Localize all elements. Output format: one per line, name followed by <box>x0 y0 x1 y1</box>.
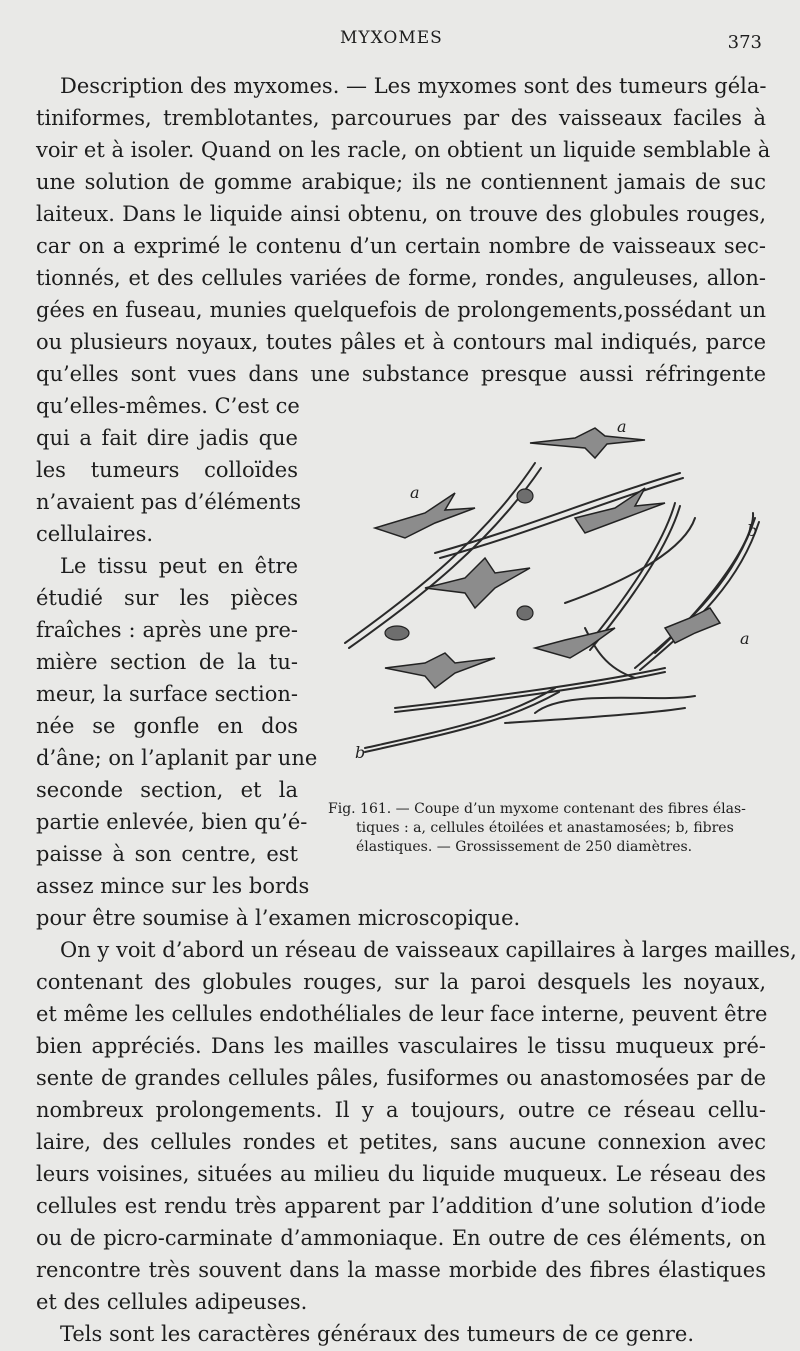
text-line: mière section de la tu- <box>36 650 298 674</box>
fig-label-b: b <box>355 743 366 762</box>
text-line: sente de grandes cellules pâles, fusiformes ou anastomosées par de <box>36 1066 766 1090</box>
text-line: gées en fuseau, munies quelquefois de prolongements,possédant un <box>36 298 766 322</box>
text-line: cellules est rendu très apparent par l’addition d’une solution d’iode <box>36 1194 766 1218</box>
text-line: assez mince sur les bords <box>36 874 310 898</box>
running-head <box>0 28 800 58</box>
text-line: ou de picro-carminate d’ammoniaque. En outre de ces éléments, on <box>36 1226 766 1250</box>
text-line: rencontre très souvent dans la masse morbide des fibres élastiques <box>36 1258 766 1282</box>
text-line: Description des myxomes. — Les myxomes sont des tumeurs géla- <box>60 74 767 98</box>
text-line: laiteux. Dans le liquide ainsi obtenu, on trouve des globules rouges, <box>36 202 766 226</box>
figure-caption-line: Fig. 161. — Coupe d’un myxome contenant des fibres élas- <box>328 801 746 817</box>
text-line: partie enlevée, bien qu’é- <box>36 810 308 834</box>
text-line: qu’elles sont vues dans une substance presque aussi réfringente <box>36 362 766 386</box>
text-line: meur, la surface section- <box>36 682 298 706</box>
text-line: n’avaient pas d’éléments <box>36 490 302 514</box>
text-line: car on a exprimé le contenu d’un certain nombre de vaisseaux sec- <box>36 234 766 258</box>
text-line: qu’elles-mêmes. C’est ce <box>36 394 300 418</box>
text-line: fraîches : après une pre- <box>36 618 298 642</box>
text-line: une solution de gomme arabique; ils ne contiennent jamais de suc <box>36 170 766 194</box>
text-line: Le tissu peut en être <box>60 554 298 578</box>
text-line: On y voit d’abord un réseau de vaisseaux capillaires à larges mailles, <box>60 938 797 962</box>
text-line: tiniformes, tremblotantes, parcourues par des vaisseaux faciles à <box>36 106 766 130</box>
text-line: d’âne; on l’aplanit par une <box>36 746 318 770</box>
text-line: voir et à isoler. Quand on les racle, on obtient un liquide semblable à <box>36 138 771 162</box>
text-line: cellulaires. <box>36 522 154 546</box>
figure-caption-line: tiques : a, cellules étoilées et anastamosées; b, fibres <box>356 820 734 836</box>
running-title: MYXOMES <box>340 28 443 48</box>
fig-label-a: a <box>410 483 420 502</box>
text-line: ou plusieurs noyaux, toutes pâles et à contours mal indiqués, parce <box>36 330 766 354</box>
text-line: étudié sur les pièces <box>36 586 298 610</box>
fig-label-a: a <box>740 629 750 648</box>
text-line: qui a fait dire jadis que <box>36 426 298 450</box>
text-line: nombreux prolongements. Il y a toujours, outre ce réseau cellu- <box>36 1098 766 1122</box>
text-line: tionnés, et des cellules variées de forme, rondes, anguleuses, allon- <box>36 266 766 290</box>
text-line: née se gonfle en dos <box>36 714 298 738</box>
text-line: laire, des cellules rondes et petites, sans aucune connexion avec <box>36 1130 766 1154</box>
text-line: Tels sont les caractères généraux des tumeurs de ce genre. <box>60 1322 695 1346</box>
text-line: seconde section, et la <box>36 778 298 802</box>
fig-label-a: a <box>617 418 627 436</box>
text-line: contenant des globules rouges, sur la paroi desquels les noyaux, <box>36 970 766 994</box>
text-line: paisse à son centre, est <box>36 842 298 866</box>
fig-label-b: b <box>747 521 758 540</box>
text-line: pour être soumise à l’examen microscopique. <box>36 906 521 930</box>
text-line: leurs voisines, situées au milieu du liquide muqueux. Le réseau des <box>36 1162 766 1186</box>
text-line: les tumeurs colloïdes <box>36 458 298 482</box>
text-line: bien appréciés. Dans les mailles vasculaires le tissu muqueux pré- <box>36 1034 766 1058</box>
myxoma-illustration <box>335 418 765 768</box>
page-number: 373 <box>727 32 762 53</box>
text-line: et des cellules adipeuses. <box>36 1290 308 1314</box>
figure-caption-line: élastiques. — Grossissement de 250 diamètres. <box>356 839 693 855</box>
text-line: et même les cellules endothéliales de leur face interne, peuvent être <box>36 1002 768 1026</box>
